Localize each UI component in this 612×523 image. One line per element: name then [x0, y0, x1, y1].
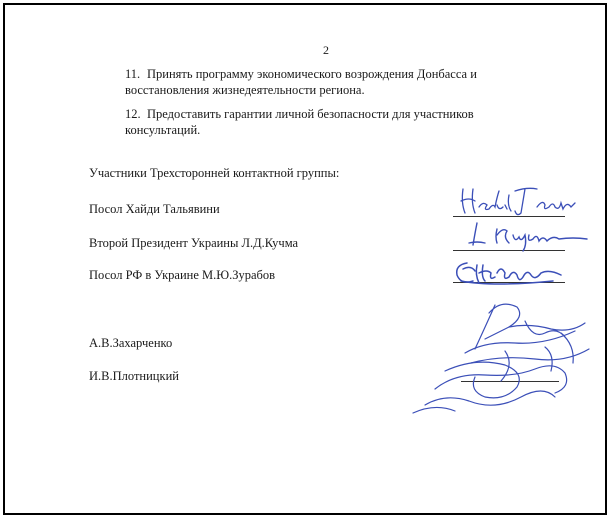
- item-text-line: восстановления жизнедеятельности региона.: [125, 83, 365, 97]
- document-page: [3, 3, 607, 515]
- signatory-tagliavini: Посол Хайди Тальявини: [89, 202, 220, 216]
- participants-heading: Участники Трехсторонней контактной группы:: [89, 166, 340, 180]
- item-number: 11.: [125, 67, 141, 81]
- list-item: [125, 66, 585, 98]
- signatory-zurabov: Посол РФ в Украине М.Ю.Зурабов: [89, 268, 276, 282]
- item-text-line: Принять программу экономического возрождения Донбасса и: [147, 67, 477, 81]
- signatory-plotnitsky: И.В.Плотницкий: [89, 369, 179, 383]
- page-number: 2: [323, 43, 329, 57]
- signature-kuchma: [463, 217, 593, 251]
- item-text-line: Предоставить гарантии личной безопасности для участников: [147, 107, 474, 121]
- signature-tagliavini: [453, 183, 583, 219]
- signatory-kuchma: Второй Президент Украины Л.Д.Кучма: [89, 236, 299, 250]
- item-number: 12.: [125, 107, 141, 121]
- list-item: [125, 106, 585, 138]
- signature-zakharchenko-plotnitsky: [405, 293, 601, 423]
- item-text-line: консультаций.: [125, 123, 201, 137]
- signatory-zakharchenko: А.В.Захарченко: [89, 336, 173, 350]
- signature-zurabov: [453, 255, 573, 289]
